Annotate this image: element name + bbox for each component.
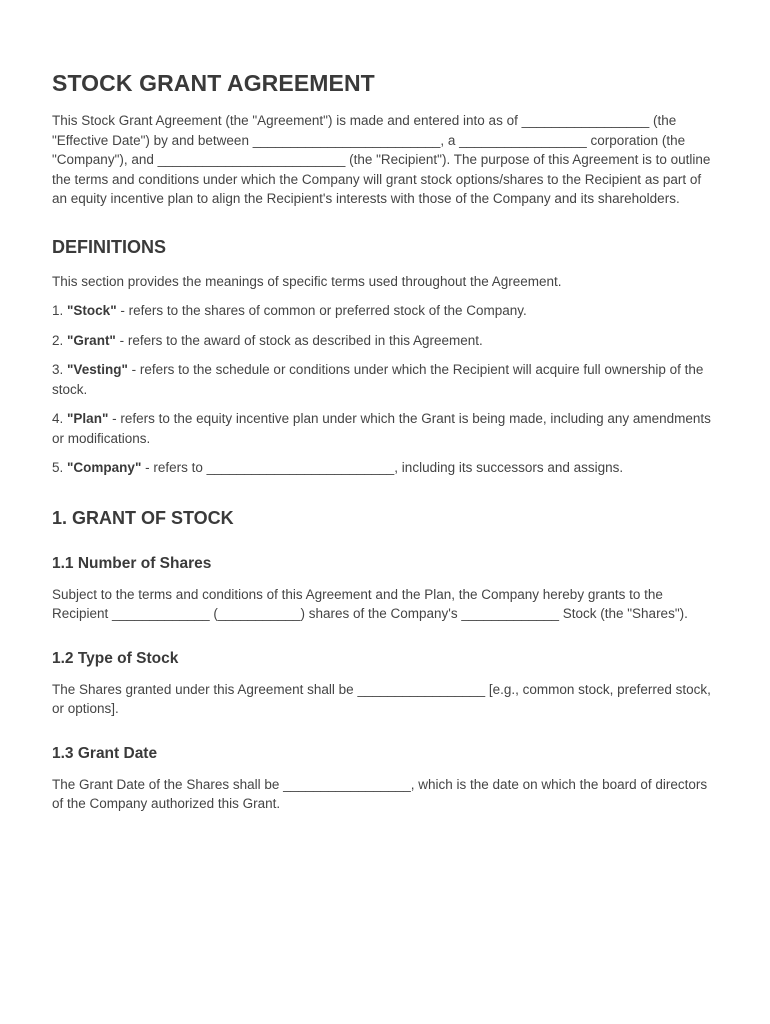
- definition-text: - refers to the equity incentive plan under which the Grant is being made, including any amendments or modifications.: [52, 411, 711, 446]
- definition-item: [52, 301, 718, 321]
- subsection-heading: 1.3 Grant Date: [52, 744, 158, 762]
- definition-text: - refers to the award of stock as described in this Agreement.: [115, 332, 483, 348]
- definition-item: [52, 360, 718, 399]
- definition-item: [52, 409, 718, 448]
- definition-term: "Company": [67, 460, 142, 475]
- definition-text: - refers to the shares of common or preferred stock of the Company.: [116, 303, 527, 318]
- definition-number: 2.: [52, 332, 64, 348]
- intro-paragraph: This Stock Grant Agreement (the "Agreement") is made and entered into as of _________________ (the "Effective Date") by and between _________________________, a _________________ corporation (the "Company"), and _________________________ (the "Recipient"). The purpose of this Agreement is to outline the terms and conditions under which the Company will grant stock options/shares to the Recipient as part of an equity incentive plan to align the Recipient's interests with those of the Company and its shareholders.: [52, 113, 711, 206]
- subsection-text: The Grant Date of the Shares shall be _________________, which is the date on which the board of directors of the Company authorized this Grant.: [52, 776, 708, 811]
- subsection-type-of-stock: [52, 650, 718, 719]
- definition-number: 3.: [52, 362, 64, 377]
- definition-term: "Plan": [67, 411, 109, 426]
- definition-number: 5.: [52, 460, 64, 475]
- document-title: STOCK GRANT AGREEMENT: [52, 70, 375, 96]
- definition-term: "Stock": [67, 303, 117, 318]
- subsection-heading: 1.2 Type of Stock: [52, 649, 179, 667]
- subsection-number-of-shares: [52, 555, 718, 624]
- definition-text: - refers to _________________________, including its successors and assigns.: [141, 460, 624, 475]
- definition-item: [52, 331, 718, 351]
- grant-of-stock-heading: 1. GRANT OF STOCK: [52, 507, 234, 528]
- definitions-list: [52, 301, 718, 478]
- definitions-heading: DEFINITIONS: [52, 236, 167, 257]
- definition-number: 1.: [52, 303, 64, 318]
- definition-item: [52, 458, 718, 478]
- subsection-heading: 1.1 Number of Shares: [52, 554, 212, 572]
- definition-term: "Grant": [67, 332, 116, 348]
- subsection-text: The Shares granted under this Agreement shall be _________________ [e.g., common stock, preferred stock, or options].: [52, 681, 711, 716]
- definition-number: 4.: [52, 411, 64, 426]
- definition-term: "Vesting": [67, 362, 128, 377]
- definitions-description: This section provides the meanings of specific terms used throughout the Agreement.: [52, 273, 562, 289]
- definition-text: - refers to the schedule or conditions under which the Recipient will acquire full ownership of the stock.: [52, 362, 704, 397]
- subsection-grant-date: [52, 745, 718, 814]
- subsection-text: Subject to the terms and conditions of this Agreement and the Plan, the Company hereby grants to the Recipient _____________ (___________) shares of the Company's _____________ Stock (the "Shares").: [52, 586, 688, 621]
